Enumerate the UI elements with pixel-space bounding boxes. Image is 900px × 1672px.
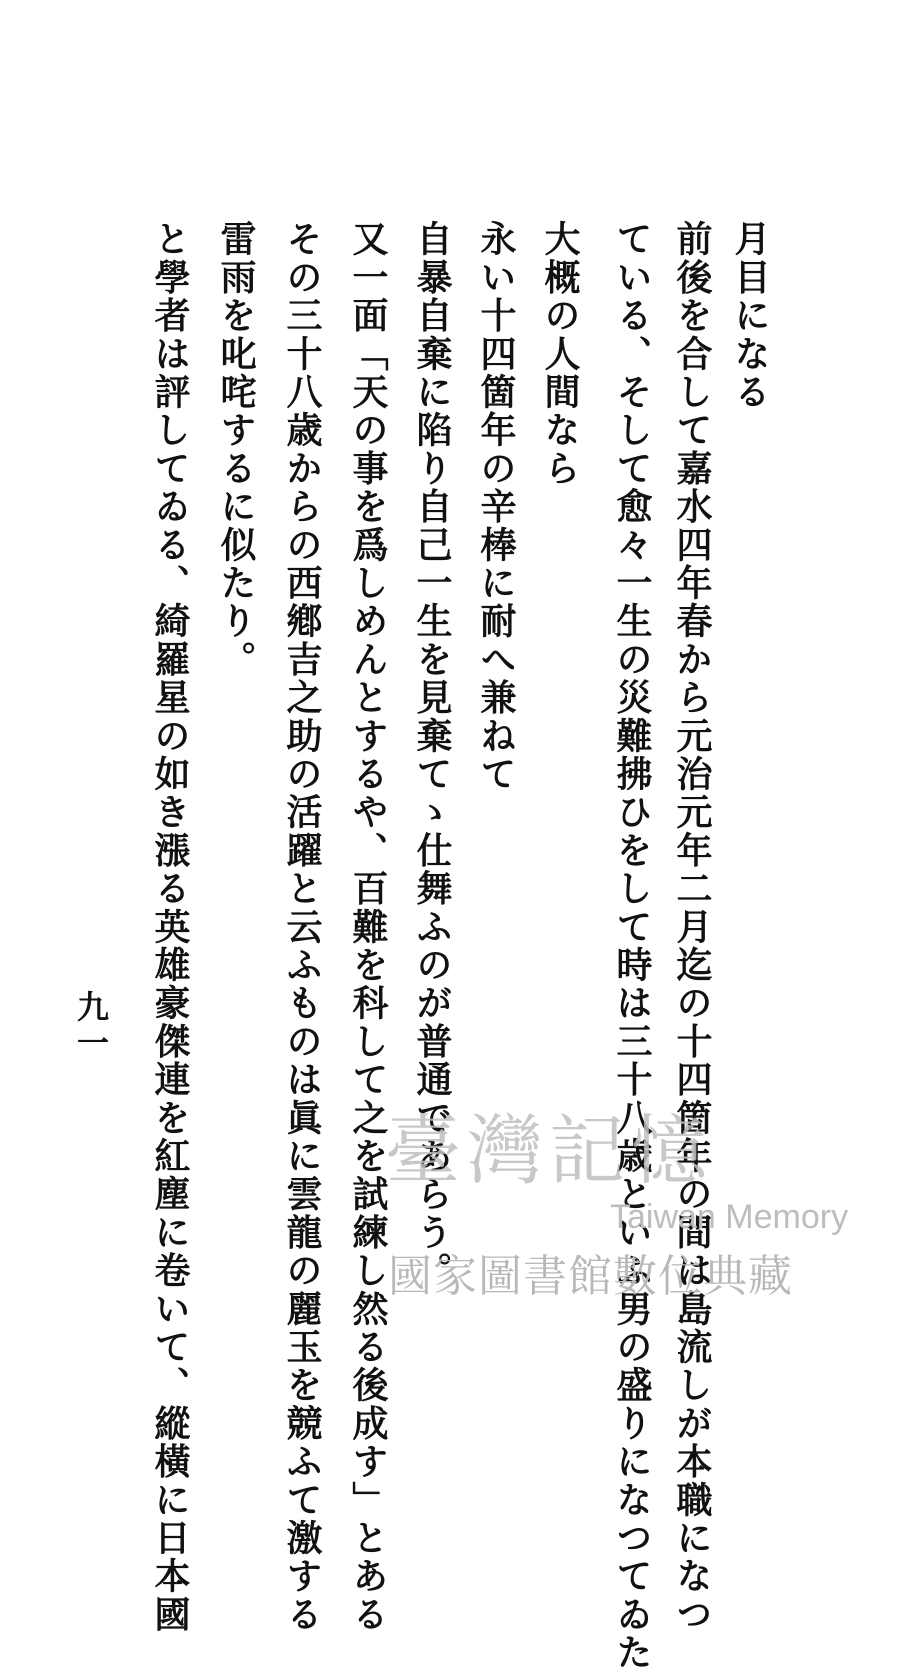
text-column-10: と學者は評してゐる、綺羅星の如き漲る英雄豪傑連を紅塵に卷いて、縱橫に日本國 <box>149 220 191 1634</box>
text-column-8: その三十八歳からの西鄕吉之助の活躍と云ふものは眞に雲龍の麗玉を競ふて激する <box>281 220 323 1634</box>
text-column-4: 大概の人間なら <box>539 220 581 488</box>
text-column-3: ている、そして愈々一生の災難拂ひをして時は三十八歳といふ男の盛りになつてゐた <box>611 220 653 1672</box>
text-column-7: 又一面「天の事を爲しめんとするや、百難を科して之を試練し然る後成す」とある <box>347 220 389 1634</box>
text-column-6: 自暴自棄に陷り自己一生を見棄てゝ仕舞ふのが普通であらう。 <box>411 220 453 1290</box>
watermark-subtitle: 國家圖書館數位典藏 <box>388 1251 793 1302</box>
watermark-title: 臺灣記憶 <box>385 1106 713 1195</box>
text-column-2: 前後を合して嘉水四年春から元治元年二月迄の十四箇年の間は島流しが本職になつ <box>671 220 713 1634</box>
page-number: 九一 <box>72 990 110 1062</box>
text-column-1: 月目になる <box>729 220 771 411</box>
text-column-5: 永い十四箇年の辛棒に耐へ兼ねて <box>475 220 517 793</box>
text-column-9: 雷雨を叱咤するに似たり。 <box>215 220 257 679</box>
watermark-english: Taiwan Memory <box>610 1198 849 1236</box>
